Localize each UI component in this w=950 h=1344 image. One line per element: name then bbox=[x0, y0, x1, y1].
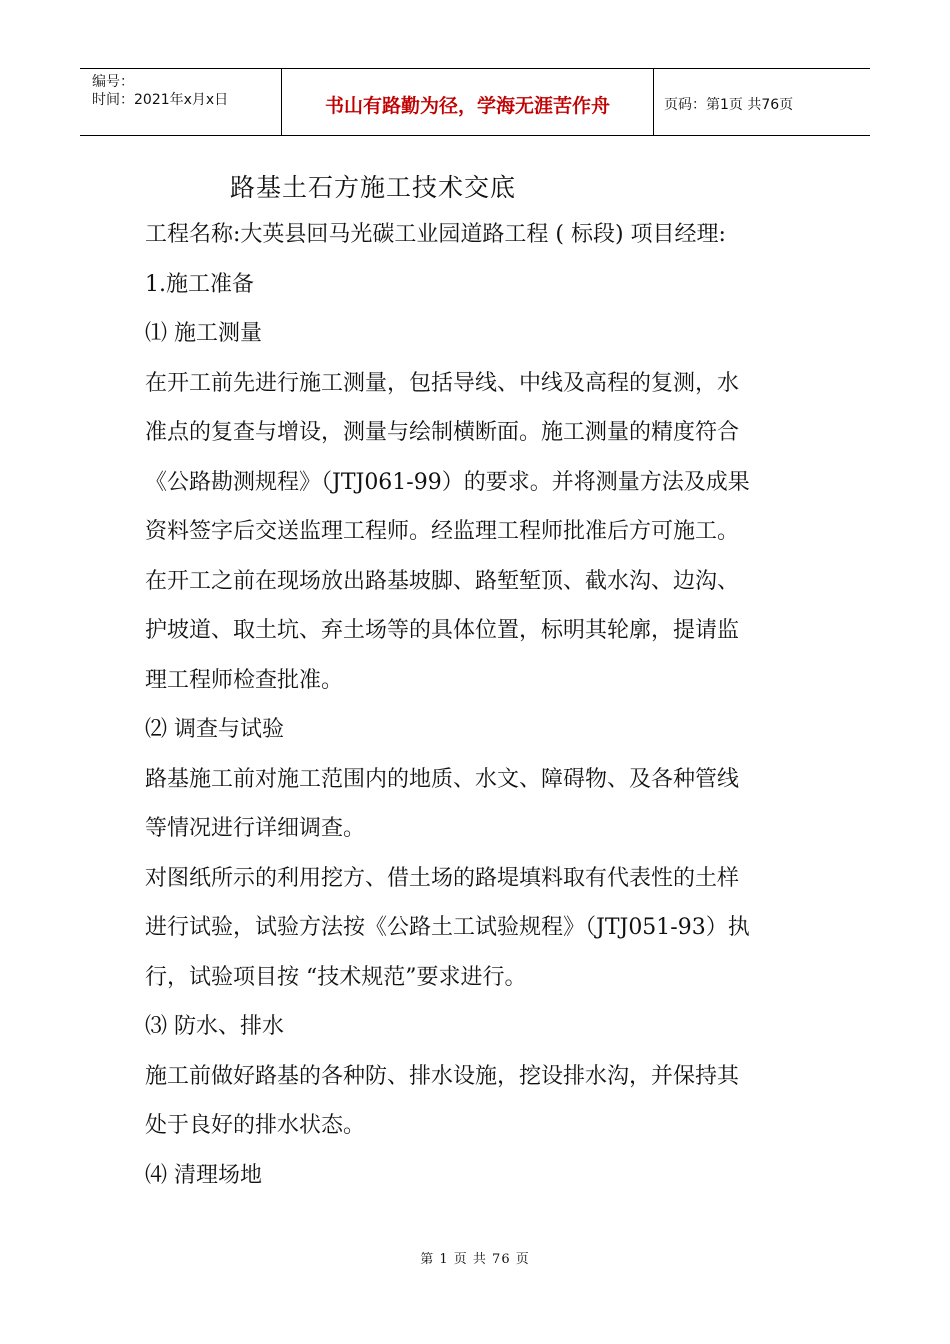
subsection-heading: ⑵ 调查与试验 bbox=[145, 717, 284, 742]
paragraph-line: 行，试验项目按 “技术规范”要求进行。 bbox=[145, 964, 527, 990]
paragraph-line: 进行试验，试验方法按《公路土工试验规程》（JTJ051-93）执 bbox=[145, 915, 750, 940]
paragraph-line: 《公路勘测规程》（JTJ061-99）的要求。并将测量方法及成果 bbox=[145, 469, 750, 495]
subsection-heading: ⑶ 防水、排水 bbox=[145, 1014, 284, 1039]
paragraph-line: 路基施工前对施工范围内的地质、水文、障碍物、及各种管线 bbox=[145, 766, 740, 792]
document-body bbox=[145, 210, 810, 1200]
paragraph-line: 施工前做好路基的各种防、排水设施，挖设排水沟，并保持其 bbox=[145, 1063, 740, 1089]
paragraph-line: 对图纸所示的利用挖方、借土场的路堤填料取有代表性的土样 bbox=[145, 865, 740, 891]
paragraph-line: 理工程师检查批准。 bbox=[145, 667, 344, 693]
paragraph-line: 资料签字后交送监理工程师。经监理工程师批准后方可施工。 bbox=[145, 519, 740, 544]
paragraph-line: 在开工前先进行施工测量，包括导线、中线及高程的复测，水 bbox=[145, 370, 740, 396]
paragraph-line: 等情况进行详细调查。 bbox=[145, 816, 366, 841]
document-title: 路基土石方施工技术交底 bbox=[230, 173, 517, 202]
paragraph-line: 在开工之前在现场放出路基坡脚、路堑堑顶、截水沟、边沟、 bbox=[145, 568, 740, 594]
header-meta bbox=[80, 69, 282, 135]
subsection-heading: ⑴ 施工测量 bbox=[145, 321, 262, 346]
paragraph-line: 护坡道、取土坑、弃土场等的具体位置，标明其轮廓，提请监 bbox=[145, 618, 740, 643]
page-footer: 第 1 页 共 76 页 bbox=[420, 1252, 530, 1267]
header-motto: 书山有路勤为径，学海无涯苦作舟 bbox=[282, 69, 654, 135]
section-heading: 1.施工准备 bbox=[145, 271, 254, 297]
paragraph-line: 准点的复查与增设，测量与绘制横断面。施工测量的精度符合 bbox=[145, 420, 740, 445]
number-label: 编号： bbox=[92, 74, 134, 90]
time-label: 时间：2021年x月x日 bbox=[92, 92, 229, 108]
project-name-line: 工程名称:大英县回马光碳工业园道路工程 ( 标段) 项目经理: bbox=[145, 222, 726, 247]
subsection-heading: ⑷ 清理场地 bbox=[145, 1162, 262, 1188]
document-header bbox=[80, 68, 870, 136]
header-page-info: 页码：第1页 共76页 bbox=[664, 97, 794, 113]
paragraph-line: 处于良好的排水状态。 bbox=[145, 1113, 366, 1138]
